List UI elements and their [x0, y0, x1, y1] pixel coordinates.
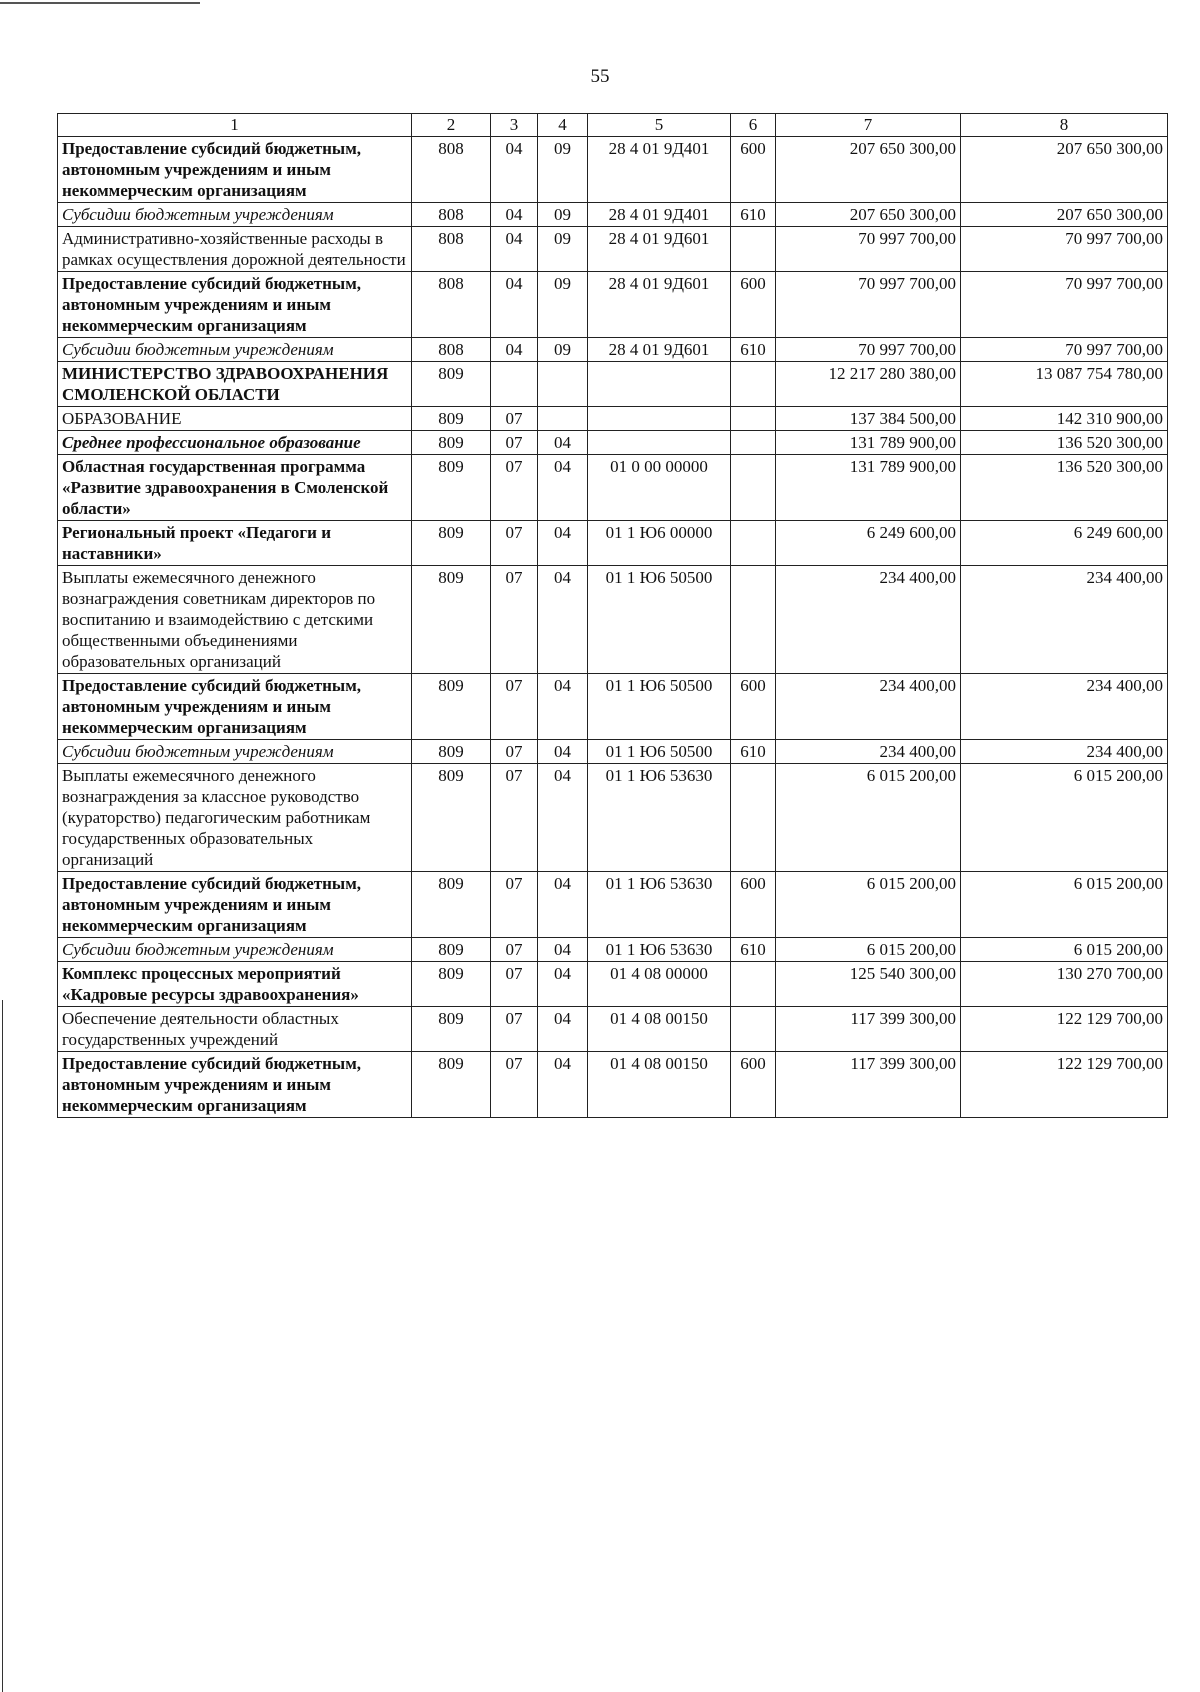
- cell-section-code: 07: [491, 521, 538, 566]
- cell-amount-year-2: 234 400,00: [961, 740, 1168, 764]
- cell-target-article: 01 1 Ю6 50500: [588, 740, 731, 764]
- cell-amount-year-1: 6 015 200,00: [776, 938, 961, 962]
- cell-amount-year-1: 131 789 900,00: [776, 455, 961, 521]
- cell-amount-year-2: 6 015 200,00: [961, 872, 1168, 938]
- table-row: [58, 674, 1168, 740]
- cell-amount-year-1: 70 997 700,00: [776, 338, 961, 362]
- cell-admin-code: 809: [412, 566, 491, 674]
- cell-expense-type: 610: [731, 740, 776, 764]
- cell-target-article: 01 4 08 00000: [588, 962, 731, 1007]
- cell-target-article: 01 1 Ю6 00000: [588, 521, 731, 566]
- table-row: [58, 872, 1168, 938]
- cell-subsection-code: 09: [538, 272, 588, 338]
- cell-amount-year-1: 12 217 280 380,00: [776, 362, 961, 407]
- cell-item-name: Предоставление субсидий бюджетным, автономным учреждениям и иным некоммерческим организациям: [58, 1052, 412, 1118]
- cell-subsection-code: 09: [538, 227, 588, 272]
- table-row: [58, 764, 1168, 872]
- cell-amount-year-1: 70 997 700,00: [776, 272, 961, 338]
- cell-item-name: ОБРАЗОВАНИЕ: [58, 407, 412, 431]
- cell-target-article: [588, 431, 731, 455]
- cell-subsection-code: 04: [538, 431, 588, 455]
- table-row: [58, 272, 1168, 338]
- cell-subsection-code: 04: [538, 674, 588, 740]
- cell-admin-code: 809: [412, 521, 491, 566]
- cell-amount-year-1: 125 540 300,00: [776, 962, 961, 1007]
- table-row: [58, 203, 1168, 227]
- cell-expense-type: 610: [731, 338, 776, 362]
- cell-amount-year-2: 13 087 754 780,00: [961, 362, 1168, 407]
- page-number: 55: [590, 66, 610, 87]
- cell-amount-year-2: 136 520 300,00: [961, 455, 1168, 521]
- header-cell: 1: [58, 114, 412, 137]
- cell-subsection-code: 09: [538, 203, 588, 227]
- cell-expense-type: [731, 407, 776, 431]
- cell-target-article: 01 4 08 00150: [588, 1007, 731, 1052]
- table-row: [58, 938, 1168, 962]
- cell-target-article: 01 0 00 00000: [588, 455, 731, 521]
- cell-section-code: 07: [491, 740, 538, 764]
- cell-target-article: [588, 407, 731, 431]
- cell-subsection-code: 04: [538, 764, 588, 872]
- cell-expense-type: [731, 431, 776, 455]
- cell-item-name: Областная государственная программа «Развитие здравоохранения в Смоленской области»: [58, 455, 412, 521]
- header-cell: 2: [412, 114, 491, 137]
- cell-subsection-code: [538, 407, 588, 431]
- cell-subsection-code: 09: [538, 338, 588, 362]
- cell-admin-code: 809: [412, 455, 491, 521]
- cell-amount-year-2: 136 520 300,00: [961, 431, 1168, 455]
- cell-amount-year-1: 70 997 700,00: [776, 227, 961, 272]
- cell-item-name: Среднее профессиональное образование: [58, 431, 412, 455]
- header-cell: 5: [588, 114, 731, 137]
- cell-amount-year-1: 234 400,00: [776, 566, 961, 674]
- cell-expense-type: [731, 521, 776, 566]
- cell-section-code: 04: [491, 203, 538, 227]
- cell-admin-code: 809: [412, 740, 491, 764]
- cell-admin-code: 808: [412, 227, 491, 272]
- cell-amount-year-2: 207 650 300,00: [961, 203, 1168, 227]
- table-row: [58, 1007, 1168, 1052]
- cell-section-code: 07: [491, 566, 538, 674]
- cell-subsection-code: 04: [538, 740, 588, 764]
- cell-section-code: 07: [491, 1007, 538, 1052]
- cell-amount-year-1: 207 650 300,00: [776, 203, 961, 227]
- table-row: [58, 1052, 1168, 1118]
- cell-expense-type: 600: [731, 137, 776, 203]
- cell-item-name: Обеспечение деятельности областных государственных учреждений: [58, 1007, 412, 1052]
- cell-amount-year-2: 142 310 900,00: [961, 407, 1168, 431]
- top-edge-mark: [0, 2, 200, 4]
- cell-subsection-code: 04: [538, 938, 588, 962]
- cell-expense-type: [731, 455, 776, 521]
- table-row: [58, 521, 1168, 566]
- cell-item-name: Комплекс процессных мероприятий «Кадровые ресурсы здравоохранения»: [58, 962, 412, 1007]
- cell-section-code: 07: [491, 962, 538, 1007]
- header-cell: 8: [961, 114, 1168, 137]
- cell-amount-year-1: 6 249 600,00: [776, 521, 961, 566]
- cell-admin-code: 809: [412, 962, 491, 1007]
- cell-admin-code: 809: [412, 1052, 491, 1118]
- cell-section-code: 07: [491, 431, 538, 455]
- table-row: [58, 338, 1168, 362]
- cell-section-code: 07: [491, 938, 538, 962]
- cell-target-article: 28 4 01 9Д401: [588, 203, 731, 227]
- cell-subsection-code: 04: [538, 566, 588, 674]
- cell-target-article: 01 1 Ю6 53630: [588, 872, 731, 938]
- table-row: [58, 407, 1168, 431]
- cell-amount-year-2: 234 400,00: [961, 674, 1168, 740]
- cell-target-article: 28 4 01 9Д601: [588, 338, 731, 362]
- cell-expense-type: 610: [731, 938, 776, 962]
- cell-admin-code: 809: [412, 407, 491, 431]
- cell-amount-year-1: 234 400,00: [776, 740, 961, 764]
- cell-subsection-code: 04: [538, 1052, 588, 1118]
- cell-item-name: Предоставление субсидий бюджетным, автономным учреждениям и иным некоммерческим организациям: [58, 272, 412, 338]
- cell-admin-code: 809: [412, 674, 491, 740]
- cell-expense-type: [731, 764, 776, 872]
- cell-expense-type: [731, 566, 776, 674]
- table-row: [58, 455, 1168, 521]
- cell-section-code: 04: [491, 227, 538, 272]
- cell-item-name: Предоставление субсидий бюджетным, автономным учреждениям и иным некоммерческим организациям: [58, 674, 412, 740]
- cell-target-article: 01 1 Ю6 50500: [588, 674, 731, 740]
- cell-expense-type: [731, 227, 776, 272]
- cell-expense-type: [731, 962, 776, 1007]
- cell-item-name: МИНИСТЕРСТВО ЗДРАВООХРАНЕНИЯ СМОЛЕНСКОЙ ОБЛАСТИ: [58, 362, 412, 407]
- cell-admin-code: 809: [412, 431, 491, 455]
- table-row: [58, 566, 1168, 674]
- cell-admin-code: 809: [412, 938, 491, 962]
- cell-expense-type: 610: [731, 203, 776, 227]
- cell-amount-year-2: 207 650 300,00: [961, 137, 1168, 203]
- cell-section-code: 04: [491, 338, 538, 362]
- cell-section-code: 04: [491, 137, 538, 203]
- cell-amount-year-1: 117 399 300,00: [776, 1007, 961, 1052]
- cell-admin-code: 809: [412, 764, 491, 872]
- cell-amount-year-1: 6 015 200,00: [776, 872, 961, 938]
- table-row: [58, 962, 1168, 1007]
- cell-section-code: [491, 362, 538, 407]
- table-row: [58, 137, 1168, 203]
- cell-amount-year-2: 6 249 600,00: [961, 521, 1168, 566]
- cell-amount-year-2: 234 400,00: [961, 566, 1168, 674]
- cell-amount-year-1: 117 399 300,00: [776, 1052, 961, 1118]
- table-row: [58, 740, 1168, 764]
- cell-amount-year-1: 137 384 500,00: [776, 407, 961, 431]
- cell-amount-year-2: 70 997 700,00: [961, 338, 1168, 362]
- cell-amount-year-2: 130 270 700,00: [961, 962, 1168, 1007]
- cell-item-name: Выплаты ежемесячного денежного вознаграждения советникам директоров по воспитанию и взаимодействию с детскими общественными объединениями образовательных организаций: [58, 566, 412, 674]
- cell-target-article: 01 1 Ю6 53630: [588, 938, 731, 962]
- table-row: [58, 362, 1168, 407]
- cell-section-code: 07: [491, 764, 538, 872]
- cell-expense-type: [731, 1007, 776, 1052]
- cell-expense-type: 600: [731, 272, 776, 338]
- budget-table: [57, 113, 1168, 1118]
- cell-expense-type: 600: [731, 872, 776, 938]
- cell-amount-year-2: 6 015 200,00: [961, 938, 1168, 962]
- header-cell: 3: [491, 114, 538, 137]
- cell-amount-year-1: 234 400,00: [776, 674, 961, 740]
- cell-admin-code: 808: [412, 272, 491, 338]
- table-body: [58, 137, 1168, 1118]
- cell-subsection-code: [538, 362, 588, 407]
- cell-item-name: Предоставление субсидий бюджетным, автономным учреждениям и иным некоммерческим организациям: [58, 137, 412, 203]
- cell-item-name: Субсидии бюджетным учреждениям: [58, 203, 412, 227]
- cell-amount-year-1: 207 650 300,00: [776, 137, 961, 203]
- cell-target-article: 28 4 01 9Д401: [588, 137, 731, 203]
- cell-subsection-code: 09: [538, 137, 588, 203]
- cell-expense-type: 600: [731, 674, 776, 740]
- cell-admin-code: 808: [412, 338, 491, 362]
- cell-section-code: 07: [491, 674, 538, 740]
- cell-admin-code: 809: [412, 1007, 491, 1052]
- cell-admin-code: 809: [412, 362, 491, 407]
- margin-line: [2, 1000, 3, 1692]
- cell-section-code: 07: [491, 455, 538, 521]
- header-cell: 7: [776, 114, 961, 137]
- cell-expense-type: 600: [731, 1052, 776, 1118]
- table-header-row: [58, 114, 1168, 137]
- header-cell: 4: [538, 114, 588, 137]
- cell-subsection-code: 04: [538, 1007, 588, 1052]
- cell-amount-year-2: 6 015 200,00: [961, 764, 1168, 872]
- cell-admin-code: 809: [412, 872, 491, 938]
- cell-target-article: [588, 362, 731, 407]
- cell-item-name: Субсидии бюджетным учреждениям: [58, 938, 412, 962]
- cell-item-name: Субсидии бюджетным учреждениям: [58, 338, 412, 362]
- cell-item-name: Региональный проект «Педагоги и наставники»: [58, 521, 412, 566]
- cell-section-code: 04: [491, 272, 538, 338]
- cell-amount-year-2: 122 129 700,00: [961, 1007, 1168, 1052]
- cell-amount-year-1: 6 015 200,00: [776, 764, 961, 872]
- header-cell: 6: [731, 114, 776, 137]
- cell-item-name: Предоставление субсидий бюджетным, автономным учреждениям и иным некоммерческим организациям: [58, 872, 412, 938]
- cell-admin-code: 808: [412, 137, 491, 203]
- cell-expense-type: [731, 362, 776, 407]
- cell-subsection-code: 04: [538, 872, 588, 938]
- cell-item-name: Выплаты ежемесячного денежного вознаграждения за классное руководство (кураторство) педагогическим работникам государственных образовательных организаций: [58, 764, 412, 872]
- cell-amount-year-2: 70 997 700,00: [961, 272, 1168, 338]
- cell-amount-year-2: 122 129 700,00: [961, 1052, 1168, 1118]
- cell-subsection-code: 04: [538, 962, 588, 1007]
- cell-item-name: Административно-хозяйственные расходы в рамках осуществления дорожной деятельности: [58, 227, 412, 272]
- cell-item-name: Субсидии бюджетным учреждениям: [58, 740, 412, 764]
- cell-target-article: 28 4 01 9Д601: [588, 272, 731, 338]
- cell-section-code: 07: [491, 1052, 538, 1118]
- cell-section-code: 07: [491, 872, 538, 938]
- cell-section-code: 07: [491, 407, 538, 431]
- cell-amount-year-1: 131 789 900,00: [776, 431, 961, 455]
- cell-amount-year-2: 70 997 700,00: [961, 227, 1168, 272]
- table-row: [58, 431, 1168, 455]
- cell-target-article: 01 1 Ю6 53630: [588, 764, 731, 872]
- table-row: [58, 227, 1168, 272]
- cell-subsection-code: 04: [538, 455, 588, 521]
- cell-target-article: 01 4 08 00150: [588, 1052, 731, 1118]
- cell-target-article: 01 1 Ю6 50500: [588, 566, 731, 674]
- cell-subsection-code: 04: [538, 521, 588, 566]
- cell-target-article: 28 4 01 9Д601: [588, 227, 731, 272]
- cell-admin-code: 808: [412, 203, 491, 227]
